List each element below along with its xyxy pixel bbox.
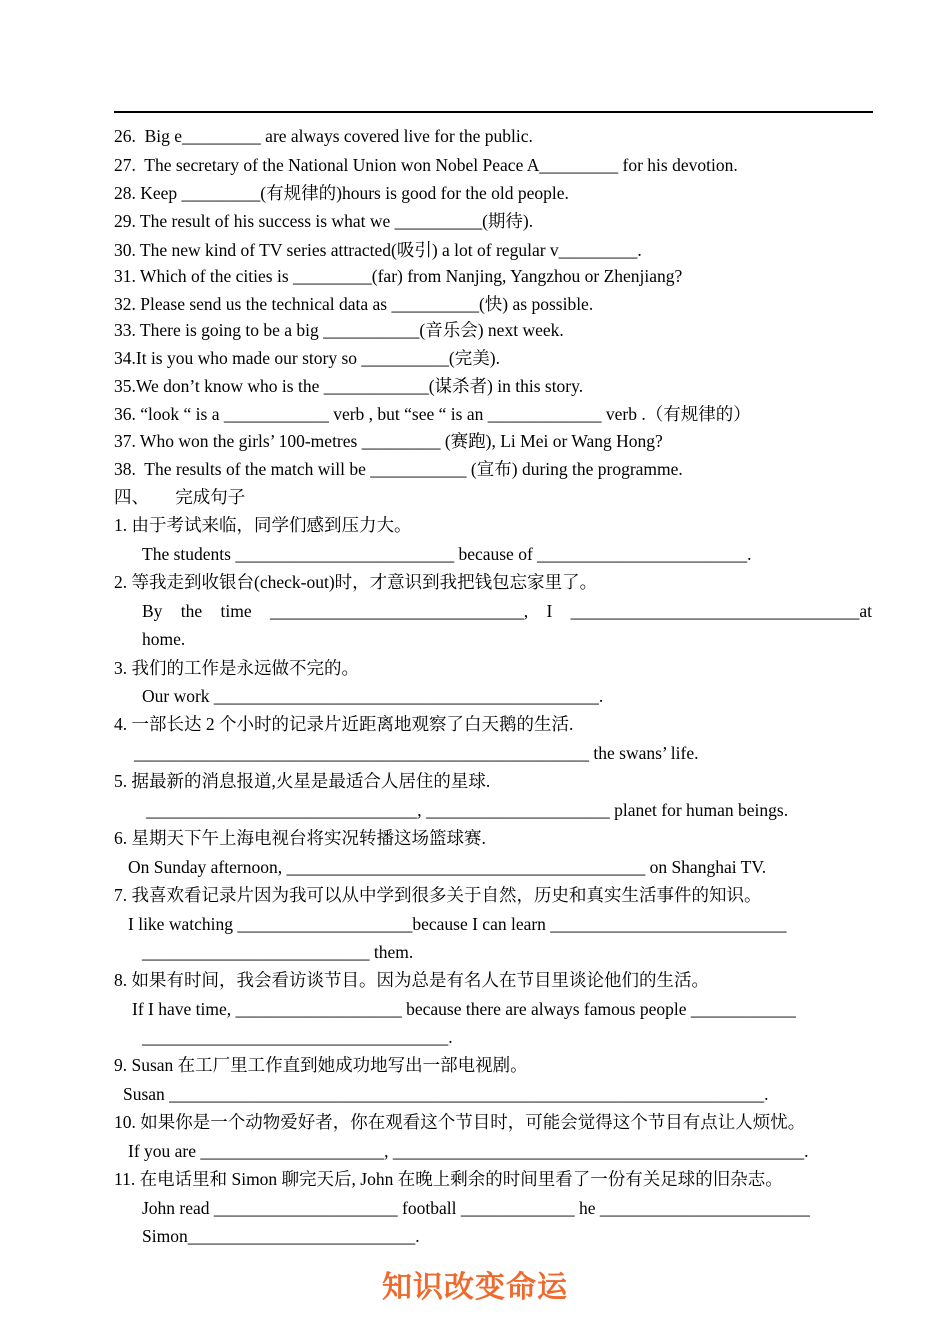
sentence-9-answer: Susan ____________________________________________________________________. — [123, 1084, 769, 1104]
top-rule — [114, 111, 873, 113]
question-36: 36. “look “ is a ____________ verb , but “see “ is an _____________ verb .（有规律的） — [114, 404, 751, 424]
question-29: 29. The result of his success is what we __________(期待). — [114, 211, 534, 231]
sentence-8-prompt: 8. 如果有时间，我会看访谈节目。因为总是有名人在节目里谈论他们的生活。 — [114, 970, 709, 990]
sentence-5-answer: _______________________________, _____________________ planet for human beings. — [146, 800, 789, 820]
sentence-6-answer: On Sunday afternoon, _________________________________________ on Shanghai TV. — [128, 857, 767, 877]
footer-slogan: 知识改变命运 — [382, 1270, 568, 1305]
word: time — [220, 601, 252, 621]
question-31: 31. Which of the cities is _________(far) from Nanjing, Yangzhou or Zhenjiang? — [114, 266, 683, 286]
question-33: 33. There is going to be a big ___________(音乐会) next week. — [114, 320, 564, 340]
sentence-6-prompt: 6. 星期天下午上海电视台将实况转播这场篮球赛. — [114, 828, 486, 848]
word: By — [142, 601, 163, 621]
word: the — [180, 601, 203, 621]
sentence-7-answer: I like watching ____________________because I can learn ___________________________ — [128, 914, 787, 934]
question-34: 34.It is you who made our story so __________(完美). — [114, 348, 500, 368]
sentence-2-answer-cont: home. — [142, 629, 186, 649]
sentence-7-answer-cont: __________________________ them. — [142, 942, 414, 962]
sentence-4-prompt: 4. 一部长达 2 个小时的记录片近距离地观察了白天鹅的生活. — [114, 714, 574, 734]
sentence-2-prompt: 2. 等我走到收银台(check-out)时，才意识到我把钱包忘家里了。 — [114, 572, 598, 592]
sentence-10-prompt: 10. 如果你是一个动物爱好者，你在观看这个节目时，可能会觉得这个节目有点让人烦忧。 — [114, 1112, 806, 1132]
word: I — [546, 601, 553, 621]
sentence-8-answer: If I have time, ___________________ because there are always famous people ____________ — [132, 999, 796, 1019]
question-30: 30. The new kind of TV series attracted(吸引) a lot of regular v_________. — [114, 240, 642, 260]
question-26: 26. Big e_________ are always covered live for the public. — [114, 126, 533, 146]
blank: _____________________________, — [269, 601, 529, 621]
question-32: 32. Please send us the technical data as __________(快) as possible. — [114, 294, 594, 314]
sentence-9-prompt: 9. Susan 在工厂里工作直到她成功地写出一部电视剧。 — [114, 1055, 528, 1075]
sentence-7-prompt: 7. 我喜欢看记录片因为我可以从中学到很多关于自然，历史和真实生活事件的知识。 — [114, 885, 762, 905]
sentence-5-prompt: 5. 据最新的消息报道,火星是最适合人居住的星球. — [114, 771, 491, 791]
question-28: 28. Keep _________(有规律的)hours is good for the old people. — [114, 183, 569, 203]
sentence-2-answer — [142, 600, 872, 622]
sentence-3-prompt: 3. 我们的工作是永远做不完的。 — [114, 658, 359, 678]
question-37: 37. Who won the girls’ 100-metres _________ (赛跑), Li Mei or Wang Hong? — [114, 431, 663, 451]
sentence-1-answer: The students _________________________ because of ________________________. — [142, 544, 752, 564]
question-35: 35.We don’t know who is the ____________(谋杀者) in this story. — [114, 376, 584, 396]
sentence-11-answer: John read _____________________ football _____________ he ________________________ — [142, 1198, 810, 1218]
section-heading: 四、 完成句子 — [114, 487, 246, 507]
sentence-4-answer: ____________________________________________________ the swans’ life. — [134, 743, 699, 763]
sentence-8-answer-cont: ___________________________________. — [142, 1027, 453, 1047]
sentence-10-answer: If you are _____________________, _______________________________________________. — [128, 1141, 809, 1161]
sentence-11-prompt: 11. 在电话里和 Simon 聊完天后, John 在晚上剩余的时间里看了一份有关足球的旧杂志。 — [114, 1169, 783, 1189]
question-38: 38. The results of the match will be ___________ (宣布) during the programme. — [114, 459, 683, 479]
blank: _________________________________at — [570, 601, 872, 621]
sentence-3-answer: Our work ____________________________________________. — [142, 686, 604, 706]
sentence-11-answer-cont: Simon__________________________. — [142, 1226, 420, 1246]
question-27: 27. The secretary of the National Union won Nobel Peace A_________ for his devotion. — [114, 155, 738, 175]
sentence-1-prompt: 1. 由于考试来临，同学们感到压力大。 — [114, 515, 412, 535]
